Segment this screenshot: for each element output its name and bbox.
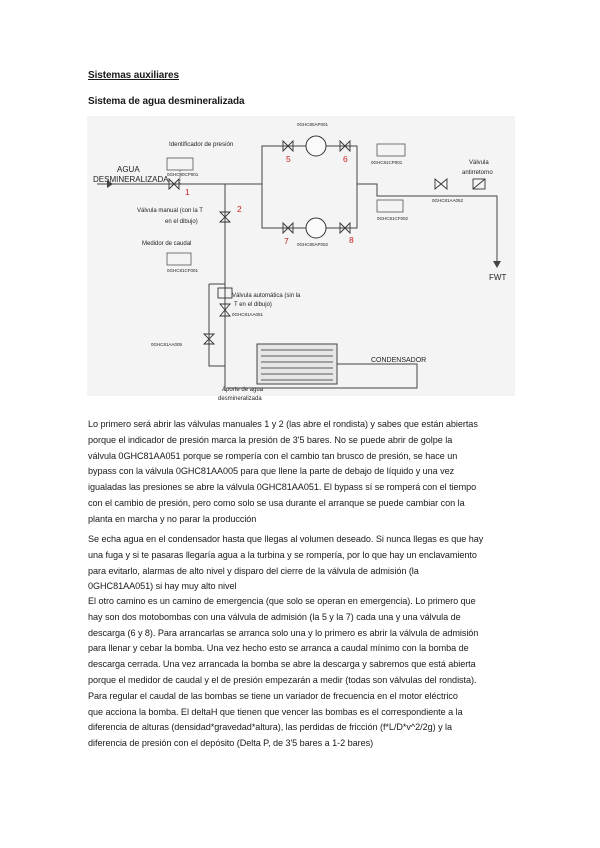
valve-number-7: 7 xyxy=(284,236,289,246)
pump-ap001 xyxy=(306,136,326,156)
medidor-caudal-label: Medidor de caudal xyxy=(142,241,192,247)
valve-number-5: 5 xyxy=(286,154,291,164)
valvula-manual-label-1: Válvula manual (con la T xyxy=(137,208,203,214)
flow-box-right xyxy=(377,200,403,212)
tag-aa005: 0GHC81AA005 xyxy=(151,342,183,347)
valve-number-8: 8 xyxy=(349,235,354,245)
paragraph-2: Se echa agua en el condensador hasta que llegas al volumen deseado. Si nunca llegas es que hay una fuga y si te pasaras llegaría agua a la turbina y se rompería, por lo que hay un enclavamiento para evitarlo, alarmas de alto nivel y disparo del cierre de la válvula de admisión (la 0GHC81AA051) si hay muy alto nivel xyxy=(88,534,484,592)
valve-number-1: 1 xyxy=(185,187,190,197)
pressure-indicator-box xyxy=(167,158,193,170)
antirretorno-label-1: Válvula xyxy=(469,160,489,166)
check-valve xyxy=(473,179,485,189)
fwt-label: FWT xyxy=(489,273,507,282)
valve-aa052 xyxy=(435,179,447,189)
section-heading: Sistemas auxiliares xyxy=(88,70,179,81)
section-subheading: Sistema de agua desmineralizada xyxy=(88,96,245,107)
aporte-label-2: desmineralizada xyxy=(218,396,262,402)
tag-ap001: 0GHC80AP001 xyxy=(297,122,329,127)
valvula-manual-label-2: en el dibujo) xyxy=(165,219,198,225)
condensador-label: CONDENSADOR xyxy=(371,357,427,364)
tag-aa051: 0GHC81AA051 xyxy=(232,312,264,317)
agua-label-2: DESMINERALIZADA xyxy=(93,175,169,184)
tag-cp001-top: 0GHC80CP001 xyxy=(167,172,199,177)
tag-ap002: 0GHC80AP002 xyxy=(297,242,329,247)
valve-number-2: 2 xyxy=(237,204,242,214)
agua-label-1: AGUA xyxy=(117,165,140,174)
antirretorno-label-2: antirretorno xyxy=(462,170,493,176)
pressure-box-right xyxy=(377,144,405,156)
tag-cp001-right: 0GHC81CP001 xyxy=(371,160,403,165)
flow-meter-box xyxy=(167,253,191,265)
tag-aa052: 0GHC81AA052 xyxy=(432,198,464,203)
aporte-label-1: Aporte de agua xyxy=(222,387,264,393)
condenser-shape xyxy=(227,344,417,388)
tag-cf002: 0GHC81CF002 xyxy=(377,216,409,221)
valve-number-6: 6 xyxy=(343,154,348,164)
tag-cf001: 0GHC81CF001 xyxy=(167,268,199,273)
valvula-auto-label-2: T en el dibujo) xyxy=(234,302,272,308)
fwt-arrow xyxy=(493,261,501,268)
identificador-label: Identificador de presión xyxy=(169,141,234,148)
paragraph-1: Lo primero será abrir las válvulas manuales 1 y 2 (las abre el rondista) y sabes que están abiertas porque el indicador de presión marca la presión de 3'5 bares. No se puede abrir de golpe la válvula 0GHC81AA051 porque se rompería con el cambio tan brusco de presión, se hace un bypass con la válvula 0GHC81AA005 para que llene la parte de debajo de líquido y una vez igualadas las presiones se abre la válvula 0GHC81AA051. El bypass sí se romperá con el tiempo con el cambio de presión, pero como solo se usa durante el arranque se puede cambiar con la planta en marcha y no parar la producción xyxy=(88,419,478,524)
piping-diagram xyxy=(87,116,515,402)
pump-ap002 xyxy=(306,218,326,238)
valvula-auto-label-1: Válvula automática (sin la xyxy=(232,293,301,299)
paragraph-3: El otro camino es un camino de emergencia (que solo se operan en emergencia). Lo primero que hay son dos motobombas con una válvula de admisión (la 5 y la 7) cada una y una válvula de descarga (6 y 8). Para arrancarlas se arranca solo una y lo primero es abrir la válvula de admisión para llenar y cebar la bomba. Una vez hecho esto se arranca a caudal mínimo con la bomba de descarga cerrada. Una vez arrancada la bomba se abre la descarga y sabremos que está abierta porque el medidor de caudal y el de presión empezarán a medir (todas son válvulas del rondista). Para regular el caudal de las bombas se tiene un variador de frecuencia en el motor eléctrico que acciona la bomba. El deltaH que tienen que vencer las bombas es el correspondiente a la diferencia de alturas (densidad*gravedad*altura), las perdidas de fricción (f*L/D*v^2/2g) y la diferencia de presión con el depósito (Delta P, de 3'5 bares a 1-2 bares) xyxy=(88,596,479,749)
